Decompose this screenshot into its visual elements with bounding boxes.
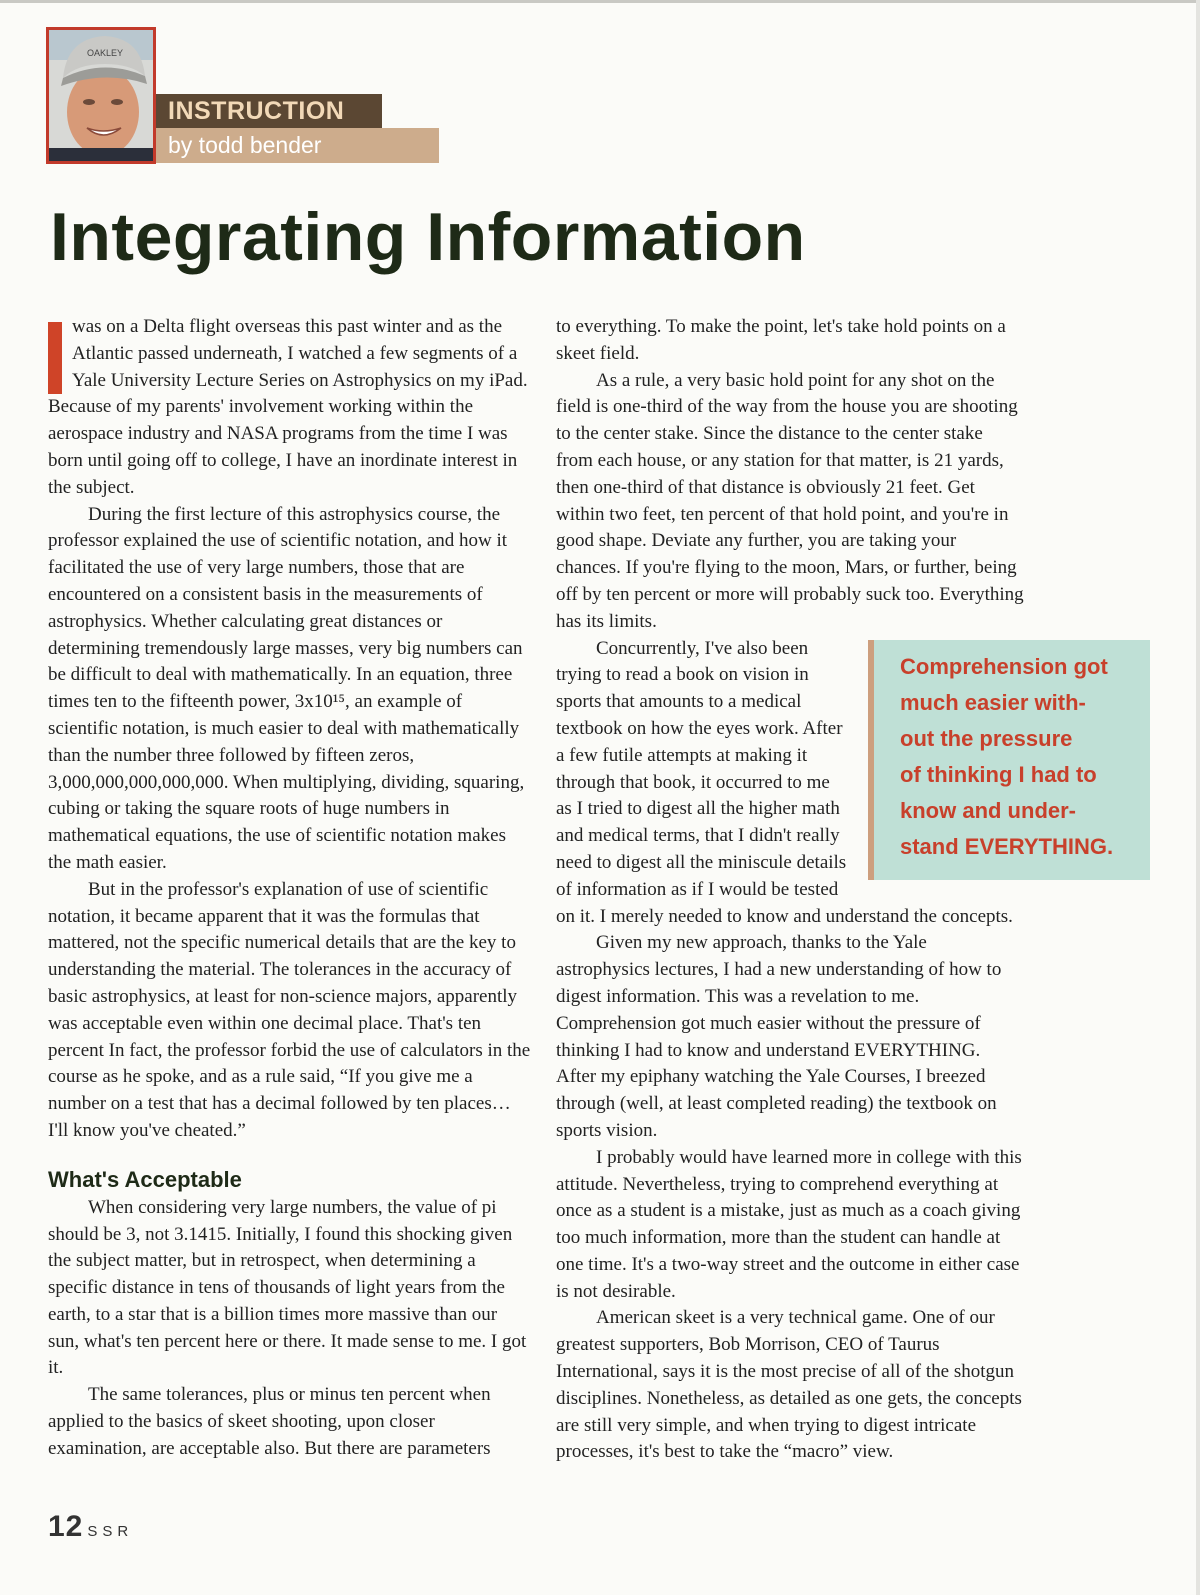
- department-label: INSTRUCTION: [156, 94, 382, 128]
- paragraph: American skeet is a very technical game. One of our greatest supporters, Bob Morrison, CEO of Taurus International, says it is the most precise of all of the shotgun disciplines. Nonetheless, as detailed as one gets, the concepts are still very simple, and when trying to digest intricate processes, it's best to take the “macro” view.: [556, 1307, 1022, 1463]
- magazine-name: SSR: [87, 1523, 134, 1540]
- article-headline: Integrating Information: [50, 199, 806, 275]
- pull-quote: [868, 640, 1150, 880]
- top-rule: [0, 0, 1200, 3]
- paragraph: to everything. To make the point, let's take hold points on a skeet field.: [556, 316, 1006, 364]
- author-photo-illustration: [49, 30, 153, 161]
- author-photo: [46, 27, 156, 164]
- pull-quote-line: of thinking I had to: [900, 761, 1097, 787]
- paragraph: During the first lecture of this astrophysics course, the professor explained the use of scientific notation, and how it facilitated the use of very large numbers, those that are encountered on a consistent basis in the measurements of astrophysics. Whether calculating great distances or determining tremendously large masses, very big numbers can be difficult to deal with mathematically. In an equation, three times ten to the fifteenth power, 3x10¹⁵, an example of scientific notation, is much easier to deal with mathematically than the number three followed by fifteen zeros, 3,000,000,000,000,000. When multiplying, dividing, squaring, cubing or taking the square roots of huge numbers in mathematical equations, the use of scientific notation makes the math easier.: [48, 503, 525, 873]
- drop-cap-i: [48, 322, 62, 394]
- right-column: [556, 314, 1114, 1466]
- paragraph: The same tolerances, plus or minus ten percent when applied to the basics of skeet shooting, upon closer examination, are acceptable also. But there are parameters: [48, 1384, 491, 1459]
- pull-quote-line: stand EVERYTHING.: [900, 833, 1114, 859]
- page-folio: [48, 1510, 133, 1544]
- paragraph: As a rule, a very basic hold point for any shot on the field is one-third of the way from the house you are shooting to the center stake. Since the distance to the center stake from each house, or any station for that matter, is 21 yards, then one-third of that distance is obviously 21 feet. Get within two feet, ten percent of that hold point, and you're in good shape. Deviate any further, you are taking your chances. If you're flying to the moon, Mars, or further, being off by ten percent or more will probably suck too. Everything has its limits.: [556, 369, 1024, 632]
- paragraph: But in the professor's explanation of use of scientific notation, it became apparent that it was the formulas that mattered, not the specific numerical details that are the key to understanding the material. The tolerances in the accuracy of basic astrophysics, at least for non-science majors, apparently was acceptable even within one decimal place. That's ten percent In fact, the professor forbid the use of calculators in the course as he spoke, and as a rule said, “If you give me a number on a test that has a decimal followed by ten places… I'll know you've cheated.”: [48, 878, 531, 1141]
- paragraph: I probably would have learned more in college with this attitude. Nevertheless, trying to comprehend everything at once as a student is a mistake, just as much as a coach giving too much information, more than the student can handle at one time. It's a two-way street and the outcome in either case is not desirable.: [556, 1146, 1022, 1302]
- section-subhead: What's Acceptable: [48, 1166, 242, 1192]
- paragraph: Concurrently, I've also been trying to read a book on vision in sports that amounts to a medical textbook on how the eyes work. After a few futile attempts at making it through that book, it occurred to me as I tried to digest all the higher math and medical terms, that I didn't really need to digest all the miniscule details of information as if I would be tested on it. I merely needed to know and understand the concepts.: [556, 637, 1013, 927]
- paragraph: Given my new approach, thanks to the Yale astrophysics lectures, I had a new understanding of how to digest information. This was a revelation to me. Comprehension got much easier without the pressure of thinking I had to know and understand EVERYTHING. After my epiphany watching the Yale Courses, I breezed through (well, at least completed reading) the textbook on sports vision.: [556, 932, 1002, 1141]
- pull-quote-line: out the pressure: [900, 725, 1073, 751]
- left-column: [48, 314, 532, 1463]
- pull-quote-line: Comprehension got: [900, 653, 1108, 679]
- pull-quote-line: know and under-: [900, 797, 1076, 823]
- paragraph: When considering very large numbers, the value of pi should be 3, not 3.1415. Initially, I found this shocking given the subject matter, but in retrospect, when determining a specific distance in tens of thousands of light years from the earth, to a star that is a billion times more massive than our sun, what's ten percent here or there. It made sense to me. I got it.: [48, 1196, 527, 1379]
- page-edge: [1196, 0, 1200, 1595]
- paragraph-intro: [48, 314, 532, 502]
- cap-logo: OAKLEY: [87, 48, 124, 58]
- pull-quote-line: much easier with-: [900, 689, 1086, 715]
- author-byline: by todd bender: [156, 128, 439, 163]
- paragraph-intro-text: was on a Delta flight overseas this past winter and as the Atlantic passed underneath, I watched a few segments of a Yale University Lecture Series on Astrophysics on my iPad. Because of my parents' involvement working within the aerospace industry and NASA programs from the time I was born until going off to college, I have an inordinate interest in the subject.: [48, 316, 528, 498]
- page-number: 12: [48, 1510, 84, 1543]
